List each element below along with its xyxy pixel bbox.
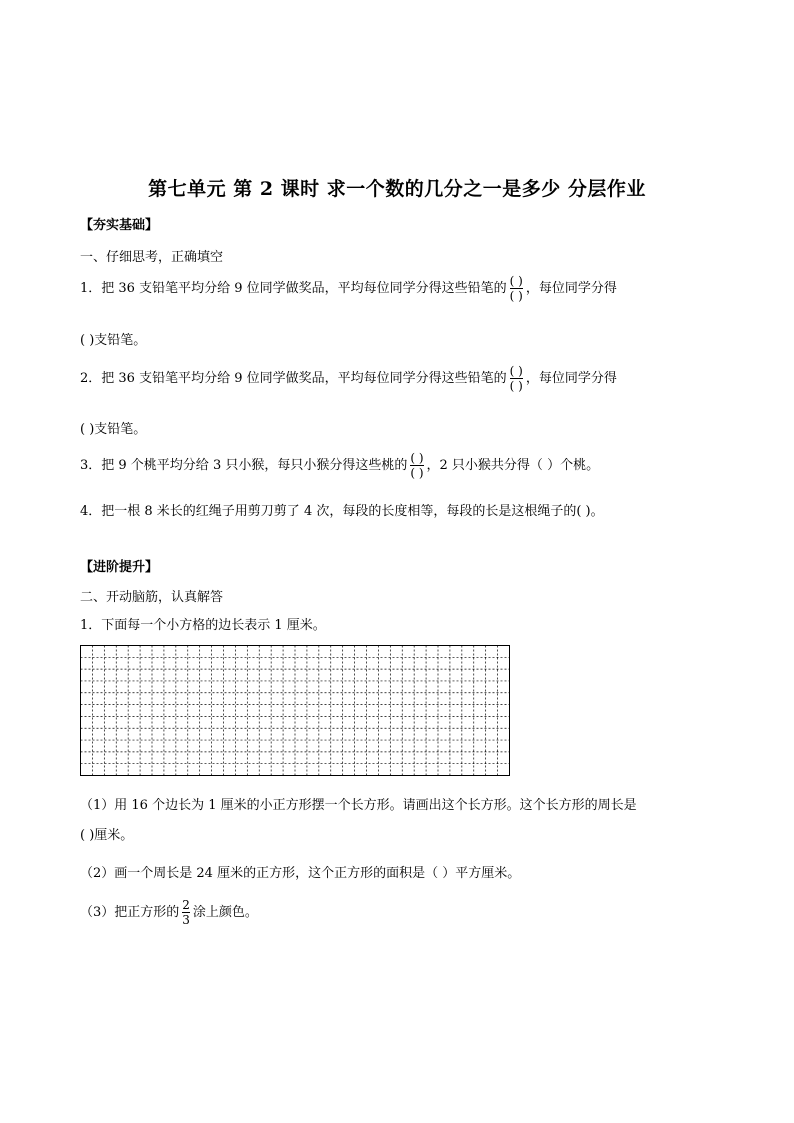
question-text: ，2 只小猴共分得（ ）个桃。 <box>426 458 600 473</box>
question-1 <box>80 274 617 303</box>
question-2 <box>80 364 617 393</box>
question-text: 1．把 36 支铅笔平均分给 9 位同学做奖品，平均每位同学分得这些铅笔的 <box>80 281 507 296</box>
fraction-numerator: ( ) <box>509 274 523 288</box>
section-instruction-2: 二、开动脑筋，认真解答 <box>80 590 224 605</box>
question-text: ，每位同学分得 <box>525 371 617 386</box>
question-text: （3）把正方形的 <box>80 905 180 920</box>
question-3 <box>80 451 599 480</box>
question-text: 3．把 9 个桃平均分给 3 只小猴，每只小猴分得这些桃的 <box>80 458 408 473</box>
question-text: 2．把 36 支铅笔平均分给 9 位同学做奖品，平均每位同学分得这些铅笔的 <box>80 371 507 386</box>
sub-question-1: （1）用 16 个边长为 1 厘米的小正方形摆一个长方形。请画出这个长方形。这个长方形的周长是 <box>80 798 637 813</box>
page-title: 第七单元 第 2 课时 求一个数的几分之一是多少 分层作业 <box>148 178 646 200</box>
section-instruction-1: 一、仔细思考，正确填空 <box>80 250 224 265</box>
fraction-blank[interactable] <box>510 274 523 303</box>
fraction-blank[interactable] <box>410 451 423 480</box>
section-heading-basic: 【夯实基础】 <box>80 218 159 233</box>
fraction-denominator: ( ) <box>509 289 523 303</box>
sub-question-3 <box>80 898 258 927</box>
question-2-line2: ( )支铅笔。 <box>80 422 147 437</box>
square-grid[interactable] <box>80 645 510 776</box>
grid-svg <box>80 645 510 776</box>
sub-question-1-line2: ( )厘米。 <box>80 828 134 843</box>
sub-question-2: （2）画一个周长是 24 厘米的正方形，这个正方形的面积是（ ）平方厘米。 <box>80 866 521 881</box>
section-heading-advanced: 【进阶提升】 <box>80 560 159 575</box>
fraction-numerator: ( ) <box>509 364 523 378</box>
fraction-denominator: 3 <box>182 913 190 927</box>
fraction-denominator: ( ) <box>509 379 523 393</box>
question-1-line2: ( )支铅笔。 <box>80 333 147 348</box>
fraction-numerator: 2 <box>182 898 190 912</box>
question-4: 4．把一根 8 米长的红绳子用剪刀剪了 4 次，每段的长度相等，每段的长是这根绳子的( )。 <box>80 504 604 519</box>
question-text: 涂上颜色。 <box>192 905 258 920</box>
question-text: ，每位同学分得 <box>525 281 617 296</box>
fraction-blank[interactable] <box>510 364 523 393</box>
question-grid-intro: 1．下面每一个小方格的边长表示 1 厘米。 <box>80 618 326 633</box>
fraction-numerator: ( ) <box>410 451 424 465</box>
fraction-denominator: ( ) <box>410 466 424 480</box>
fraction <box>182 898 190 927</box>
